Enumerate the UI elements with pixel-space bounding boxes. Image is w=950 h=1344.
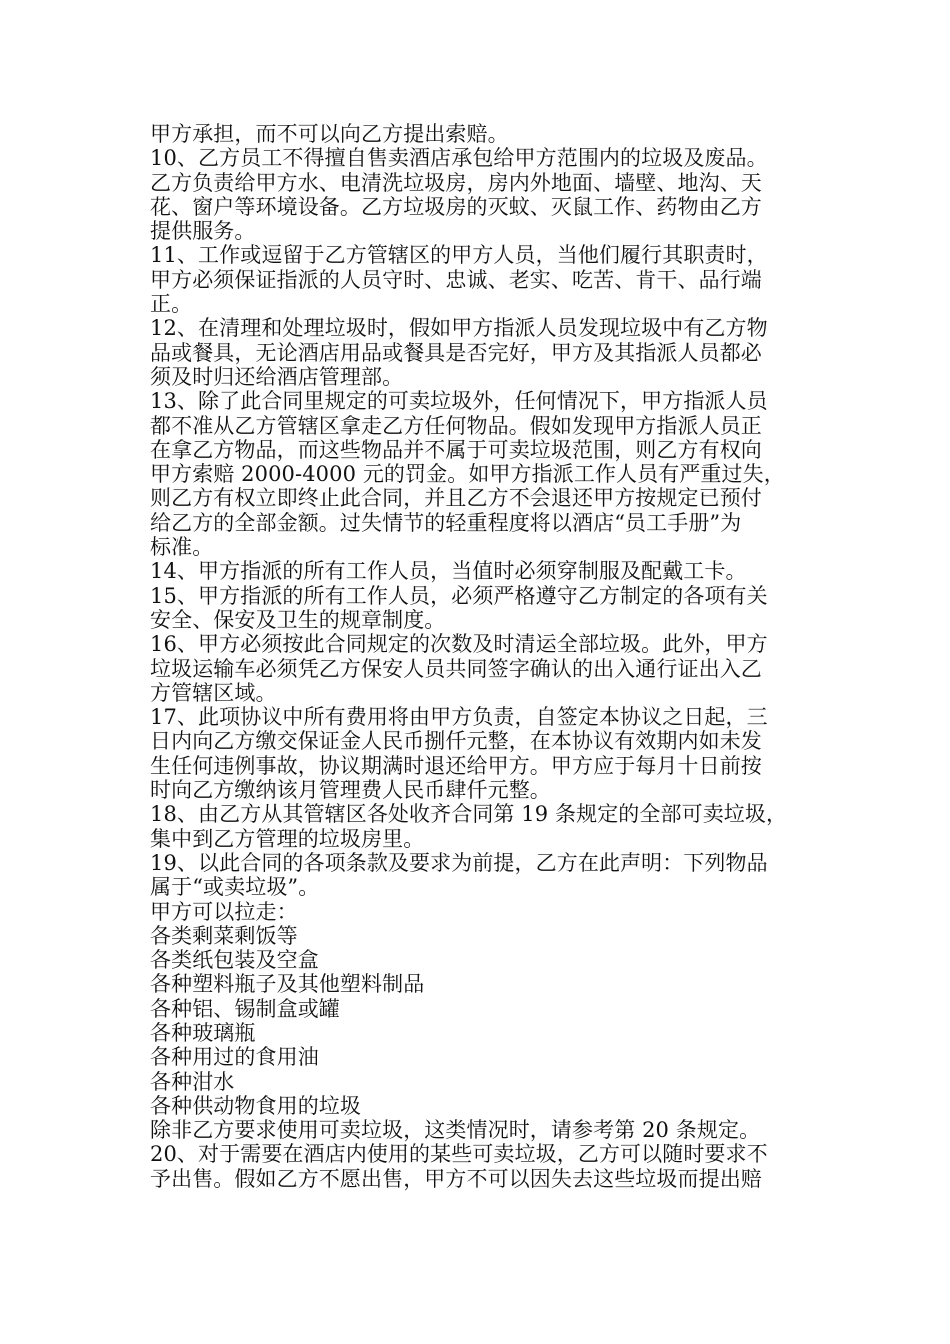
text-line: 属于“或卖垃圾”。 [150, 875, 320, 900]
text-line: 各种泔水 [150, 1069, 235, 1094]
text-line: 品或餐具，无论酒店用品或餐具是否完好，甲方及其指派人员都必 [150, 340, 762, 365]
text-line: 各种供动物食用的垃圾 [150, 1093, 361, 1118]
text-line: 除非乙方要求使用可卖垃圾，这类情况时，请参考第 20 条规定。 [150, 1118, 761, 1143]
text-line: 甲方可以拉走： [150, 899, 298, 924]
text-line: 垃圾运输车必须凭乙方保安人员共同签字确认的出入通行证出入乙 [150, 656, 762, 681]
text-line: 13、除了此合同里规定的可卖垃圾外，任何情况下，甲方指派人员 [150, 389, 768, 414]
text-line: 各种塑料瓶子及其他塑料制品 [150, 972, 425, 997]
text-line: 时向乙方缴纳该月管理费人民币肆仟元整。 [150, 778, 551, 803]
text-line: 10、乙方员工不得擅自售卖酒店承包给甲方范围内的垃圾及废品。 [150, 146, 768, 171]
text-line: 集中到乙方管理的垃圾房里。 [150, 826, 425, 851]
text-line: 18、由乙方从其管辖区各处收齐合同第 19 条规定的全部可卖垃圾， [150, 802, 788, 827]
text-line: 给乙方的全部金额。过失情节的轻重程度将以酒店“员工手册”为 [150, 510, 742, 535]
text-line: 各类剩菜剩饭等 [150, 923, 298, 948]
text-line: 20、对于需要在酒店内使用的某些可卖垃圾，乙方可以随时要求不 [150, 1142, 768, 1167]
text-line: 则乙方有权立即终止此合同，并且乙方不会退还甲方按规定已预付 [150, 486, 762, 511]
contract-text-body [150, 122, 810, 1191]
text-line: 14、甲方指派的所有工作人员，当值时必须穿制服及配戴工卡。 [150, 559, 747, 584]
text-line: 17、此项协议中所有费用将由甲方负责，自签定本协议之日起，三 [150, 705, 768, 730]
text-line: 12、在清理和处理垃圾时，假如甲方指派人员发现垃圾中有乙方物 [150, 316, 768, 341]
text-line: 甲方承担，而不可以向乙方提出索赔。 [150, 122, 509, 146]
text-line: 甲方索赔 2000-4000 元的罚金。如甲方指派工作人员有严重过失， [150, 462, 785, 487]
text-line: 方管辖区域。 [150, 680, 277, 705]
text-line: 各种玻璃瓶 [150, 1020, 256, 1045]
text-line: 花、窗户等环境设备。乙方垃圾房的灭蚊、灭鼠工作、药物由乙方 [150, 194, 762, 219]
text-line: 都不准从乙方管辖区拿走乙方任何物品。假如发现甲方指派人员正 [150, 413, 762, 438]
text-line: 标准。 [150, 535, 214, 560]
text-line: 15、甲方指派的所有工作人员，必须严格遵守乙方制定的各项有关 [150, 583, 768, 608]
text-line: 在拿乙方物品，而这些物品并不属于可卖垃圾范围，则乙方有权向 [150, 437, 762, 462]
text-line: 提供服务。 [150, 219, 256, 244]
text-line: 予出售。假如乙方不愿出售，甲方不可以因失去这些垃圾而提出赔 [150, 1166, 762, 1191]
text-line: 各种用过的食用油 [150, 1045, 319, 1070]
text-line: 生任何违例事故，协议期满时退还给甲方。甲方应于每月十日前按 [150, 753, 762, 778]
text-line: 19、以此合同的各项条款及要求为前提，乙方在此声明：下列物品 [150, 850, 768, 875]
text-line: 须及时归还给酒店管理部。 [150, 364, 404, 389]
text-line: 各类纸包装及空盒 [150, 948, 319, 973]
text-line: 安全、保安及卫生的规章制度。 [150, 607, 446, 632]
text-line: 11、工作或逗留于乙方管辖区的甲方人员，当他们履行其职责时， [150, 243, 768, 268]
text-line: 16、甲方必须按此合同规定的次数及时清运全部垃圾。此外，甲方 [150, 632, 768, 657]
text-line: 正。 [150, 292, 193, 317]
text-line: 日内向乙方缴交保证金人民币捌仟元整，在本协议有效期内如未发 [150, 729, 762, 754]
text-line: 甲方必须保证指派的人员守时、忠诚、老实、吃苦、肯干、品行端 [150, 267, 762, 292]
text-line: 乙方负责给甲方水、电清洗垃圾房，房内外地面、墙壁、地沟、天 [150, 170, 762, 195]
text-line: 各种铝、锡制盒或罐 [150, 996, 340, 1021]
